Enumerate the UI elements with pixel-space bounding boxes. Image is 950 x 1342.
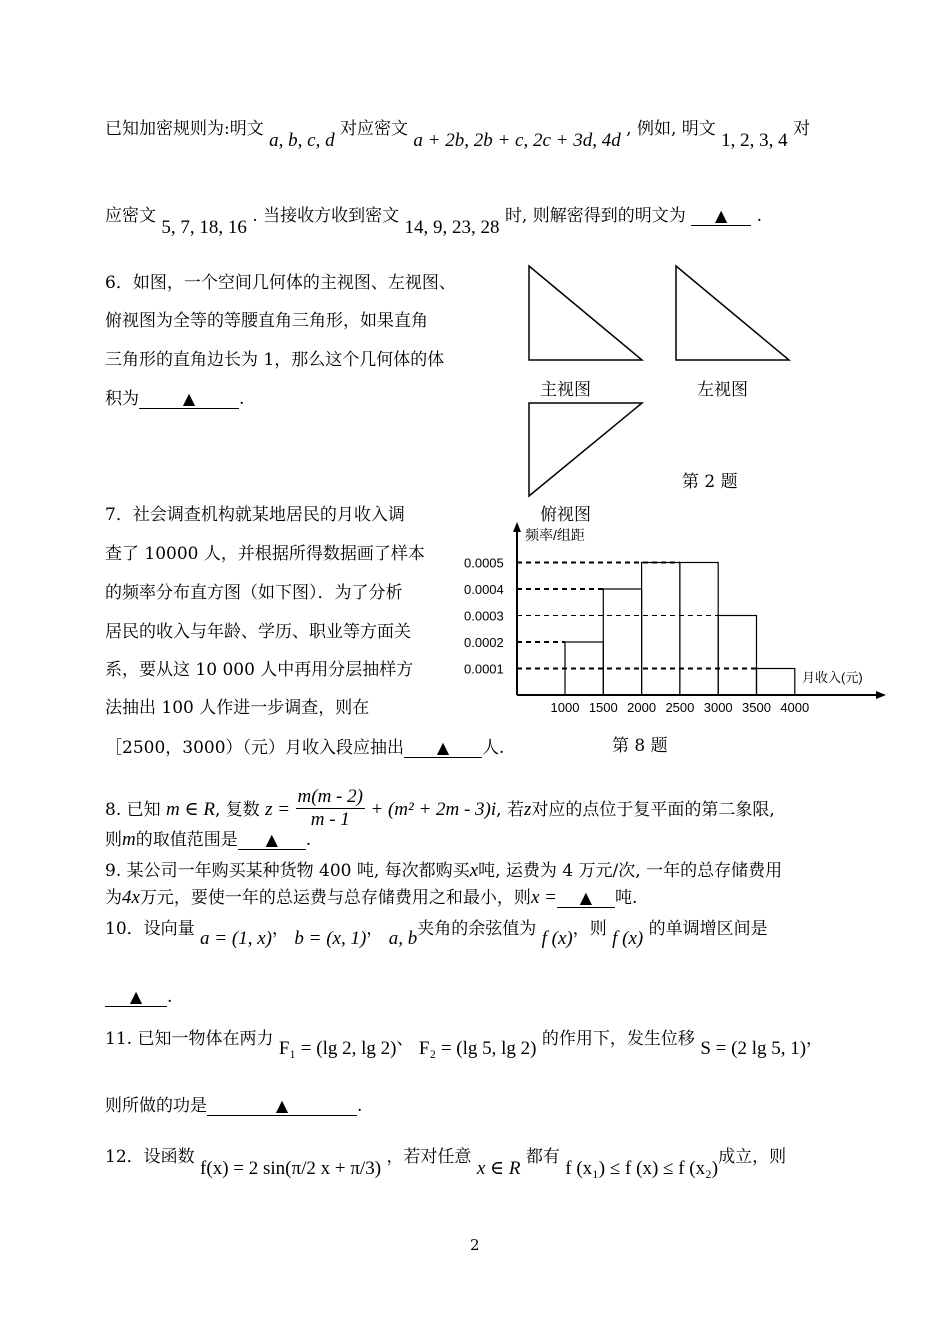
- x-axis-label: 月收入(元): [802, 670, 863, 685]
- q5-answer-blank: [691, 207, 751, 226]
- q11-force-f2: F₂ = (lg 5, lg 2): [418, 1038, 537, 1059]
- q8-answer-blank: [238, 831, 306, 850]
- q8-text: 则: [105, 830, 122, 850]
- left-view-label: 左视图: [697, 380, 748, 400]
- q9-answer-blank: [557, 889, 615, 908]
- q8-denominator: m - 1: [310, 809, 350, 830]
- front-view-label: 主视图: [540, 380, 591, 400]
- q5-text: , 例如, 明文: [626, 119, 716, 139]
- q7-line2: 查了 10000 人，并根据所得数据画了样本: [105, 544, 425, 564]
- q6-line2: 俯视图为全等的等腰直角三角形，如果直角: [105, 311, 428, 331]
- q5-text: 已知加密规则为:明文: [105, 119, 264, 139]
- q8-m-var: m: [122, 829, 136, 850]
- q11-text: 的作用下，发生位移: [541, 1029, 695, 1049]
- q10-vector-b: b = (x, 1): [294, 928, 367, 949]
- histogram-bar: [603, 589, 641, 695]
- x-tick-label: 3500: [742, 700, 771, 715]
- q11-displacement: S = (2 lg 5, 1): [700, 1038, 807, 1059]
- q7-line7: [105, 737, 504, 759]
- top-view-triangle: [529, 403, 642, 496]
- q5-text: .: [756, 206, 762, 226]
- q5-received-cipher: 14, 9, 23, 28: [404, 217, 500, 238]
- q12-line1: [105, 1146, 787, 1179]
- q7-line1: 7．社会调查机构就某地居民的月收入调: [105, 505, 405, 525]
- q12-text: 都有: [525, 1147, 560, 1167]
- answer-triangle-icon: ▲: [265, 830, 278, 849]
- q9-line2: [105, 887, 637, 909]
- q10-fx: f (x): [541, 928, 573, 949]
- q6-line4: [105, 388, 244, 410]
- q10-text: .: [167, 987, 173, 1007]
- q10-text: 10．设向量: [105, 919, 195, 939]
- q8-numerator: m(m - 2): [297, 786, 363, 807]
- q9-text: 9. 某公司一年购买某种货物 400 吨, 每次都购买: [105, 861, 470, 881]
- q10-ab: a, b: [388, 928, 418, 949]
- answer-triangle-icon: ▲: [275, 1096, 289, 1115]
- q5-line2: [105, 205, 762, 238]
- y-tick-label: 0.0003: [464, 608, 504, 624]
- x-tick-label: 1500: [588, 700, 618, 715]
- q11-text: ，: [806, 1029, 824, 1049]
- q8-text: 的取值范围是: [135, 830, 238, 850]
- q10-text: ，: [271, 919, 289, 939]
- x-tick-label: 2000: [627, 700, 657, 715]
- x-axis-arrow-icon: [876, 691, 886, 699]
- figure-caption-q7: 第 8 题: [612, 736, 668, 756]
- q11-force-f1: F₁ = (lg 2, lg 2): [278, 1038, 397, 1059]
- q10-text: ，: [366, 919, 384, 939]
- y-tick-label: 0.0001: [464, 661, 504, 677]
- q8-imag-part: + (m² + 2m - 3)i: [370, 799, 497, 820]
- q11-line2: [105, 1095, 362, 1117]
- q5-text: . 当接收方收到密文: [252, 206, 400, 226]
- y-tick-label: 0.0002: [464, 635, 504, 650]
- q9-text: 吨, 运费为 4 万元/次, 一年的总存储费用: [478, 861, 783, 881]
- y-axis-arrow-icon: [513, 522, 521, 532]
- q11-answer-blank: [207, 1097, 357, 1116]
- q8-condition: m ∈ R: [166, 799, 215, 820]
- q5-text: 对: [793, 119, 811, 139]
- q10-line1: [105, 918, 768, 949]
- q5-example-plain: 1, 2, 3, 4: [721, 130, 788, 151]
- q9-text: 万元，要使一年的总运费与总存储费用之和最小，则: [139, 888, 531, 908]
- q10-line2: [105, 986, 172, 1008]
- x-tick-label: 4000: [780, 700, 810, 715]
- histogram-bar: [757, 669, 795, 696]
- answer-triangle-icon: ▲: [436, 738, 450, 757]
- q7-text: ［2500，3000）（元）月收入段应抽出: [105, 738, 405, 758]
- q12-text: ，若对任意: [386, 1147, 472, 1167]
- q9-x-equals: x =: [530, 887, 557, 908]
- q10-text: 夹角的余弦值为: [417, 919, 537, 939]
- answer-triangle-icon: ▲: [129, 987, 143, 1006]
- q5-line1: [105, 118, 811, 151]
- q6-text: 积为: [105, 389, 139, 409]
- histogram-bar: [642, 563, 680, 696]
- q10-fx: f (x): [612, 928, 644, 949]
- q6-line3: 三角形的直角边长为 1，那么这个几何体的体: [105, 350, 445, 370]
- q8-text: .: [305, 830, 312, 850]
- q5-text: 时, 则解密得到的明文为: [504, 206, 686, 226]
- q12-text: 成立，则: [718, 1147, 787, 1167]
- q9-text: 为: [105, 888, 122, 908]
- q5-text: 对应密文: [339, 119, 408, 139]
- q8-text: 8. 已知: [105, 800, 161, 820]
- q12-condition: x ∈ R: [476, 1158, 521, 1179]
- q11-text: 、: [396, 1029, 414, 1049]
- q7-text: 人.: [482, 738, 505, 758]
- q11-text: 11. 已知一物体在两力: [105, 1029, 274, 1049]
- x-tick-label: 2500: [665, 700, 695, 715]
- histogram-bar: [680, 563, 718, 696]
- histogram-bar: [718, 616, 756, 696]
- x-tick-label: 3000: [703, 700, 733, 715]
- q5-cipher-rule: a + 2b, 2b + c, 2c + 3d, 4d: [413, 130, 621, 151]
- q9-text: 吨.: [614, 888, 638, 908]
- front-view-triangle: [529, 266, 642, 360]
- q8-z-equals: z =: [265, 799, 291, 820]
- q8-text: , 复数: [214, 800, 260, 820]
- q9-line1: [105, 860, 782, 882]
- histogram-chart: [460, 520, 890, 720]
- q10-text: ，则: [572, 919, 607, 939]
- q6-line1: 6．如图，一个空间几何体的主视图、左视图、: [105, 273, 456, 293]
- top-view-label: 俯视图: [540, 505, 591, 525]
- left-view-triangle: [676, 266, 789, 360]
- q7-line3: 的频率分布直方图（如下图）．为了分析: [105, 583, 403, 603]
- q10-answer-blank: [105, 988, 167, 1007]
- q9-x-var: x: [469, 860, 479, 881]
- q6-text: .: [239, 389, 245, 409]
- q5-example-cipher: 5, 7, 18, 16: [161, 217, 247, 238]
- q8-z-var: z: [523, 799, 532, 820]
- q10-text: 的单调增区间是: [648, 919, 768, 939]
- y-tick-label: 0.0005: [464, 555, 504, 571]
- q5-plain-vars: a, b, c, d: [269, 130, 335, 151]
- q7-line5: 系，要从这 10 000 人中再用分层抽样方: [105, 660, 414, 680]
- y-axis-label: 频率/组距: [525, 527, 585, 543]
- q5-text: 应密文: [105, 206, 156, 226]
- y-tick-label: 0.0004: [464, 582, 504, 597]
- q10-vector-a: a = (1, x): [200, 928, 272, 949]
- q8-text: , 若: [496, 800, 524, 820]
- q8-text: 对应的点位于复平面的第二象限,: [531, 800, 775, 820]
- q8-fraction: [296, 786, 365, 831]
- q12-text: 12．设函数: [105, 1147, 195, 1167]
- q9-4x: 4x: [122, 887, 140, 908]
- answer-triangle-icon: ▲: [579, 888, 593, 907]
- q7-answer-blank: [404, 739, 482, 758]
- q11-line1: [105, 1028, 824, 1059]
- page-number: 2: [470, 1236, 480, 1254]
- q6-answer-blank: [139, 390, 239, 409]
- q11-text: .: [357, 1096, 363, 1116]
- figure-caption-q6: 第 2 题: [682, 472, 738, 492]
- answer-triangle-icon: ▲: [715, 206, 728, 225]
- answer-triangle-icon: ▲: [182, 389, 196, 408]
- q7-line4: 居民的收入与年龄、学历、职业等方面关: [105, 622, 411, 642]
- q7-line6: 法抽出 100 人作进一步调查，则在: [105, 698, 370, 718]
- q12-inequality: f (x₁) ≤ f (x) ≤ f (x₂): [565, 1158, 719, 1179]
- q8-line1: [105, 788, 775, 828]
- q12-function: f(x) = 2 sin(π/2 x + π/3): [200, 1158, 382, 1179]
- x-tick-label: 1000: [550, 700, 580, 715]
- q11-text: 则所做的功是: [105, 1096, 207, 1116]
- q8-line2: [105, 829, 311, 851]
